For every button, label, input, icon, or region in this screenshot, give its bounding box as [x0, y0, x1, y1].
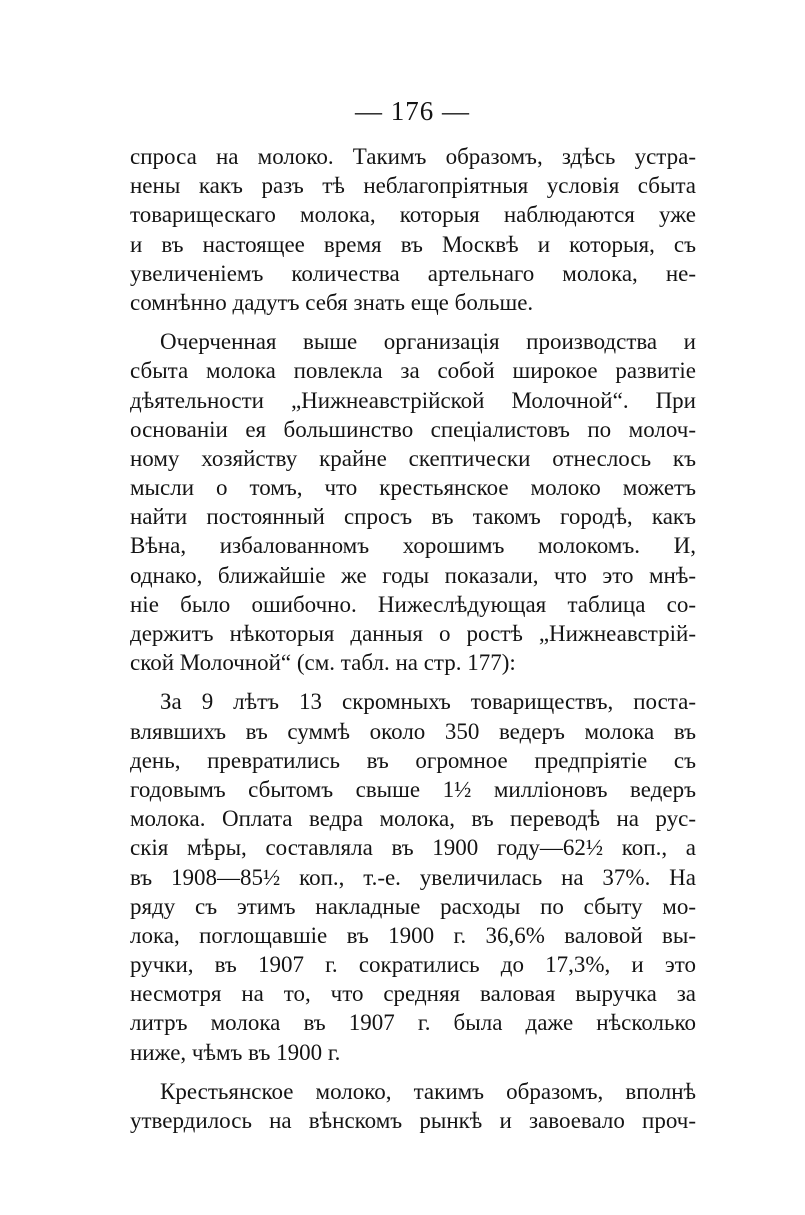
text-line: сомнѣнно дадутъ себя знать еще больше. [130, 289, 534, 315]
text-line: увеличеніемъ количества артельнаго молока, не- [130, 260, 696, 286]
paragraph-4 [130, 1077, 696, 1135]
text-line: день, превратились въ огромное предпріятіе съ [130, 747, 696, 773]
text-line: влявшихъ въ суммѣ около 350 ведеръ молока въ [130, 718, 696, 744]
text-line: несмотря на то, что средняя валовая выручка за [130, 981, 696, 1007]
text-line: ному хозяйству крайне скептически отнеслось къ [130, 445, 696, 471]
text-line: утвердилось на вѣнскомъ рынкѣ и завоевало проч- [130, 1108, 696, 1133]
text-line: За 9 лѣтъ 13 скромныхъ товариществъ, поста- [160, 689, 696, 715]
text-line: ручки, въ 1907 г. сократились до 17,3%, и это [130, 952, 696, 978]
text-line: спроса на молоко. Такимъ образомъ, здѣсь устра- [130, 144, 696, 169]
text-line: Крестьянское молоко, такимъ образомъ, вполнѣ [160, 1078, 696, 1104]
text-line: литръ молока въ 1907 г. была даже нѣсколько [130, 1010, 696, 1036]
paragraph-2 [130, 327, 696, 677]
text-line: Очерченная выше организація производства и [160, 329, 696, 355]
paragraph-3 [130, 687, 696, 1066]
text-line: дѣятельности „Нижнеавстрійской Молочной“. При [130, 387, 696, 413]
text-line: основаніи ея большинство спеціалистовъ по молоч- [130, 416, 696, 442]
text-line: годовымъ сбытомъ свыше 1½ милліоновъ ведеръ [130, 776, 696, 802]
text-line: въ 1908—85½ коп., т.-е. увеличилась на 37%. На [130, 864, 696, 890]
text-line: Вѣна, избалованномъ хорошимъ молокомъ. И, [130, 533, 696, 559]
text-line: ніе было ошибочно. Нижеслѣдующая таблица со- [130, 591, 696, 617]
text-line: лока, поглощавшіе въ 1900 г. 36,6% валовой вы- [130, 922, 696, 948]
text-line: скія мѣры, составляла въ 1900 году—62½ коп., а [130, 835, 696, 861]
text-line: товарищескаго молока, которыя наблюдаются уже [130, 202, 696, 228]
body-text [130, 142, 696, 1145]
text-line: найти постоянный спросъ въ такомъ городѣ, какъ [130, 504, 696, 530]
text-line: сбыта молока повлекла за собой широкое развитіе [130, 358, 696, 384]
page-number: — 176 — [355, 96, 470, 126]
text-line: ской Молочной“ (см. табл. на стр. 177): [130, 650, 516, 676]
text-line: ряду съ этимъ накладные расходы по сбыту мо- [130, 893, 696, 919]
text-line: однако, ближайшіе же годы показали, что это мнѣ- [130, 562, 696, 588]
text-line: держитъ нѣкоторыя данныя о ростѣ „Нижнеавстрій- [130, 621, 696, 646]
text-line: и въ настоящее время въ Москвѣ и которыя, съ [130, 231, 696, 257]
text-line: мысли о томъ, что крестьянское молоко можетъ [130, 475, 696, 501]
text-line: нены какъ разъ тѣ неблагопріятныя условія сбыта [130, 173, 696, 199]
text-line: ниже, чѣмъ въ 1900 г. [130, 1039, 341, 1065]
paragraph-1 [130, 142, 696, 317]
text-line: молока. Оплата ведра молока, въ переводѣ на рус- [130, 806, 696, 832]
